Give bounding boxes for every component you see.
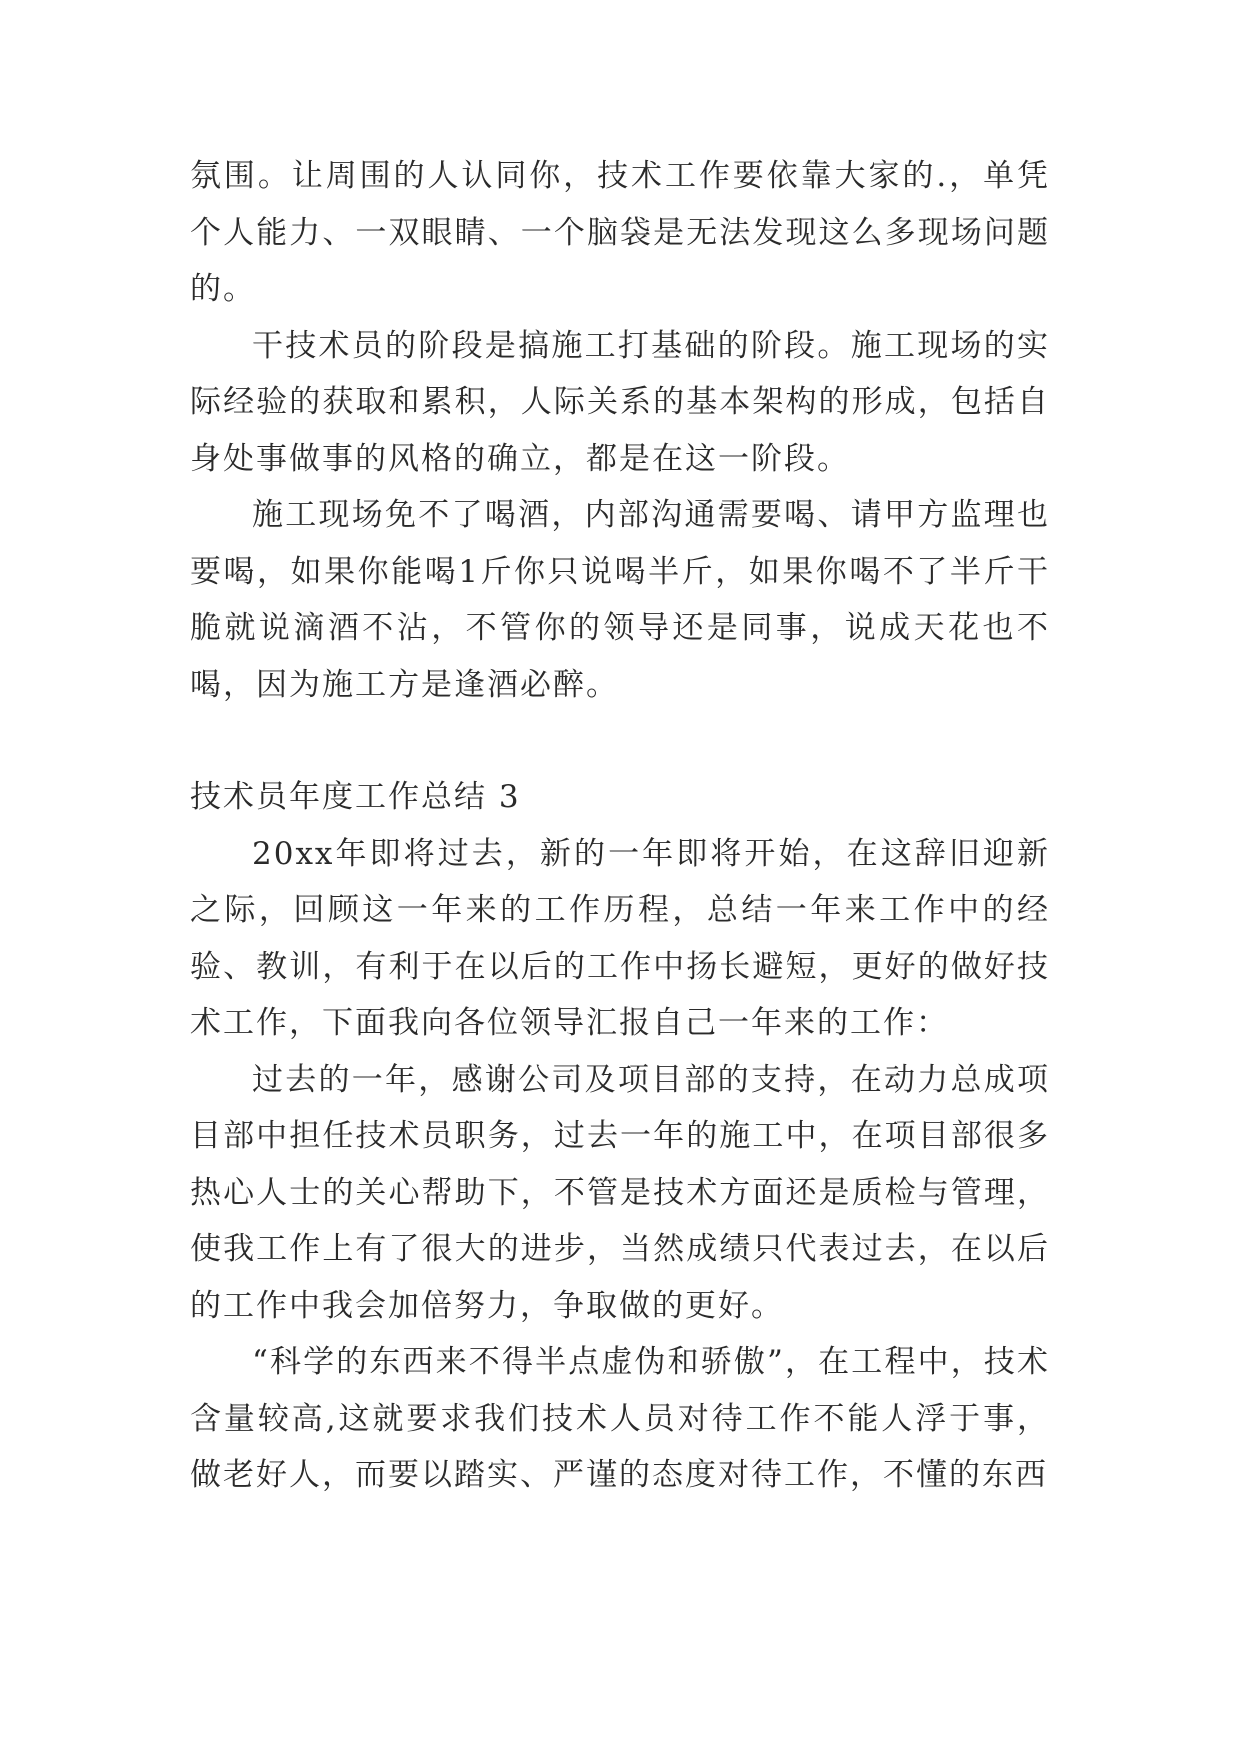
paragraph: 20xx年即将过去，新的一年即将开始，在这辞旧迎新之际，回顾这一年来的工作历程，总结一年来工作中的经验、教训，有利于在以后的工作中扬长避短，更好的做好技术工作，下面我向各位领导汇报自己一年来的工作： [190,835,1050,1041]
paragraph: 干技术员的阶段是搞施工打基础的阶段。施工现场的实际经验的获取和累积，人际关系的基本架构的形成，包括自身处事做事的风格的确立，都是在这一阶段。 [190,327,1050,477]
section-heading: 技术员年度工作总结 3 [190,779,521,815]
paragraph: 施工现场免不了喝酒，内部沟通需要喝、请甲方监理也要喝，如果你能喝1斤你只说喝半斤，如果你喝不了半斤干脆就说滴酒不沾，不管你的领导还是同事，说成天花也不喝，因为施工方是逢酒必醉。 [190,497,1050,703]
paragraph: 氛围。让周围的人认同你，技术工作要依靠大家的.，单凭个人能力、一双眼睛、一个脑袋是无法发现这么多现场问题的。 [190,158,1050,307]
section-spacer [190,713,1050,769]
document-body [190,148,1050,1504]
paragraph: “科学的东西来不得半点虚伪和骄傲”，在工程中，技术含量较高,这就要求我们技术人员对待工作不能人浮于事，做老好人，而要以踏实、严谨的态度对待工作，不懂的东西 [190,1344,1050,1493]
paragraph: 过去的一年，感谢公司及项目部的支持，在动力总成项目部中担任技术员职务，过去一年的施工中，在项目部很多热心人士的关心帮助下，不管是技术方面还是质检与管理，使我工作上有了很大的进步，当然成绩只代表过去，在以后的工作中我会加倍努力，争取做的更好。 [190,1061,1050,1324]
